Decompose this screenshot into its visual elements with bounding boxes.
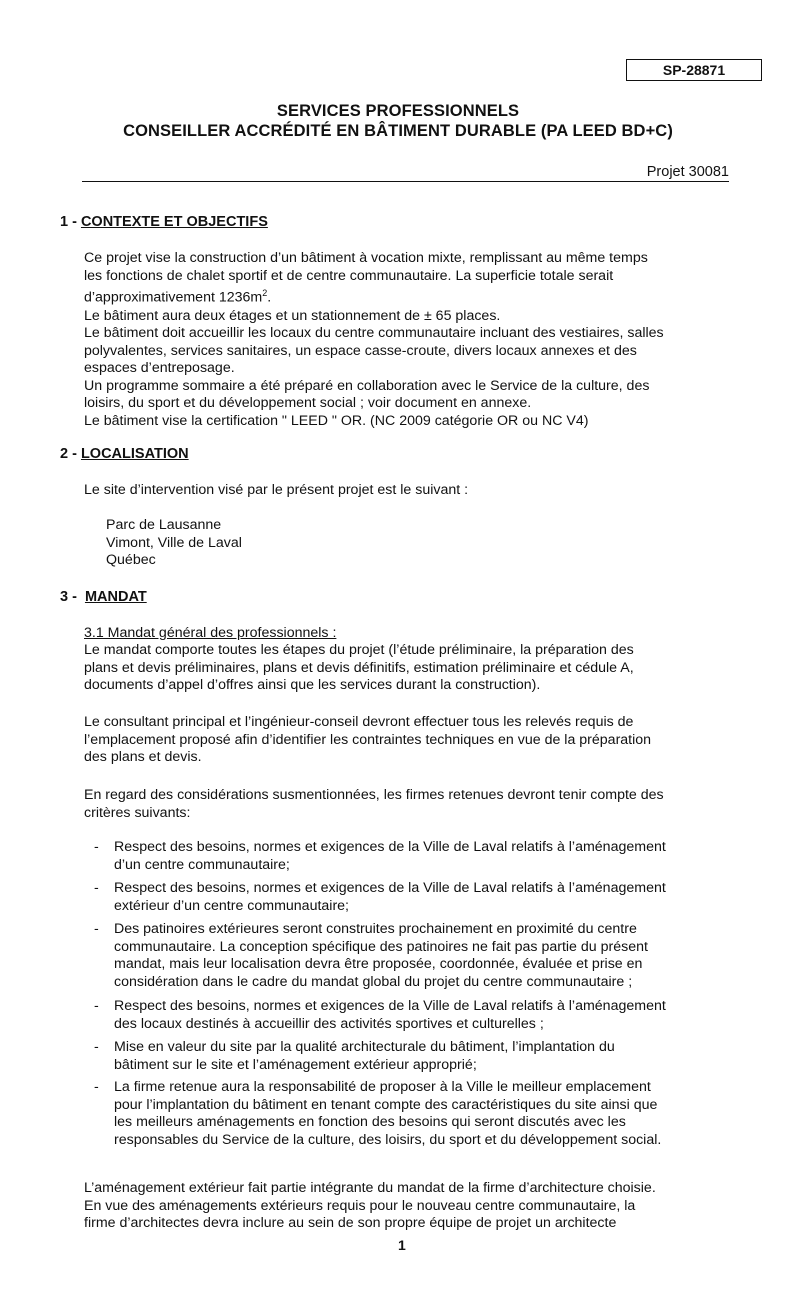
section-label: MANDAT [84,589,147,605]
subsection-heading: 3.1 Mandat général des professionnels : [84,625,337,641]
text-line: plans et devis préliminaires, plans et devis définitifs, estimation préliminaire et cédule A, [84,659,634,676]
mandate-paragraph-1 [84,642,726,695]
address-line: Parc de Lausanne [106,517,222,533]
text-line: Le bâtiment vise la certification " LEED " OR. (NC 2009 catégorie OR ou NC V4) [84,413,589,430]
text-line: extérieur d’un centre communautaire; [114,897,350,914]
text-line: des plans et devis. [84,749,202,766]
bullet-marker: - [94,880,99,896]
text-line: En regard des considérations susmentionnées, les firmes retenues devront tenir compte des [84,787,664,803]
text-line: En vue des aménagements extérieurs requis pour le nouveau centre communautaire, la [84,1197,636,1214]
text-line: communautaire. La conception spécifique des patinoires ne fait pas partie du présent [114,938,648,955]
text-line: Ce projet vise la construction d’un bâtiment à vocation mixte, remplissant au même temps [84,250,648,266]
header-rule [82,181,729,182]
title-line-2: CONSEILLER ACCRÉDITÉ EN BÂTIMENT DURABLE (PA LEED BD+C) [123,122,673,140]
title-line-1: SERVICES PROFESSIONNELS [276,102,520,120]
text-line: Respect des besoins, normes et exigences de la Ville de Laval relatifs à l’aménagement [114,839,666,855]
page-number: 1 [398,1237,406,1253]
text-line: espaces d’entreposage. [84,360,235,377]
text-line: bâtiment sur le site et l’aménagement extérieur approprié; [114,1056,477,1073]
text-line: critères suivants: [84,804,191,821]
text-line: documents d’appel d’offres ainsi que les services durant la construction). [84,677,541,694]
text-line: polyvalentes, services sanitaires, un espace casse-croute, divers locaux annexes et des [84,342,637,359]
section-3-heading [60,589,147,605]
text-line: Le mandat comporte toutes les étapes du projet (l’étude préliminaire, la préparation des [84,642,634,658]
text-line: Respect des besoins, normes et exigences de la Ville de Laval relatifs à l’aménagement [114,998,666,1014]
text-line: pour l’implantation du bâtiment en tenant compte des caractéristiques du site ainsi que [114,1096,658,1113]
project-number: Projet 30081 [646,164,729,180]
bullet-marker: - [94,921,99,937]
section-2-heading [60,446,189,462]
section-number: 1 - [60,214,77,230]
document-reference: SP-28871 [626,59,762,81]
text-line: responsables du Service de la culture, des loisirs, du sport et du développement social. [114,1131,662,1148]
mandate-paragraph-2 [84,714,726,767]
text-line: les meilleurs aménagements en fonction des besoins qui seront discutés avec les [114,1114,626,1131]
section-2-intro: Le site d’intervention visé par le présent projet est le suivant : [84,482,469,498]
text-line: L’aménagement extérieur fait partie intégrante du mandat de la firme d’architecture choisie. [84,1180,656,1196]
text-line: firme d’architectes devra inclure au sein de son propre équipe de projet un architecte [84,1215,617,1232]
text-line: d’un centre communautaire; [114,856,290,873]
site-address [106,517,242,570]
bullet-marker: - [94,1079,99,1095]
section-label: LOCALISATION [80,446,189,462]
text-line: les fonctions de chalet sportif et de centre communautaire. La superficie totale serait [84,267,614,284]
bullet-marker: - [94,839,99,855]
area-suffix: . [267,289,272,306]
section-1-text [84,250,726,431]
address-line: Québec [106,552,156,569]
text-line: Respect des besoins, normes et exigences de la Ville de Laval relatifs à l’aménagement [114,880,666,896]
text-line: Mise en valeur du site par la qualité architecturale du bâtiment, l’implantation du [114,1039,615,1055]
text-line: Le consultant principal et l’ingénieur-conseil devront effectuer tous les relevés requis de [84,714,634,730]
text-line: Un programme sommaire a été préparé en collaboration avec le Service de la culture, des [84,377,650,394]
address-line: Vimont, Ville de Laval [106,534,242,551]
text-line: mandat, mais leur localisation devra être proposée, coordonnée, évaluée et prise en [114,956,643,973]
text-line [84,285,726,307]
text-line: l’emplacement proposé afin d’identifier les contraintes techniques en vue de la préparation [84,731,652,748]
mandate-paragraph-3 [84,787,726,822]
bullet-marker: - [94,1039,99,1055]
text-line: Le bâtiment aura deux étages et un stationnement de ± 65 places. [84,307,501,324]
text-line: Le bâtiment doit accueillir les locaux du centre communautaire incluant des vestiaires, salles [84,325,664,342]
section-1-heading [60,214,268,230]
section-number: 2 - [60,446,77,462]
area-text: d’approximativement 1236m [84,289,263,306]
mandate-paragraph-4 [84,1180,726,1233]
section-number: 3 - [60,589,77,605]
section-label: CONTEXTE ET OBJECTIFS [80,214,268,230]
area-exponent: 2 [262,288,268,299]
text-line: loisirs, du sport et du développement social ; voir document en annexe. [84,395,532,412]
text-line: La firme retenue aura la responsabilité de proposer à la Ville le meilleur emplacement [114,1079,651,1095]
bullet-marker: - [94,998,99,1014]
text-line: Des patinoires extérieures seront construites prochainement en proximité du centre [114,921,637,937]
text-line: des locaux destinés à accueillir des activités sportives et culturelles ; [114,1015,544,1032]
text-line: considération dans le cadre du mandat global du projet du centre communautaire ; [114,973,633,990]
